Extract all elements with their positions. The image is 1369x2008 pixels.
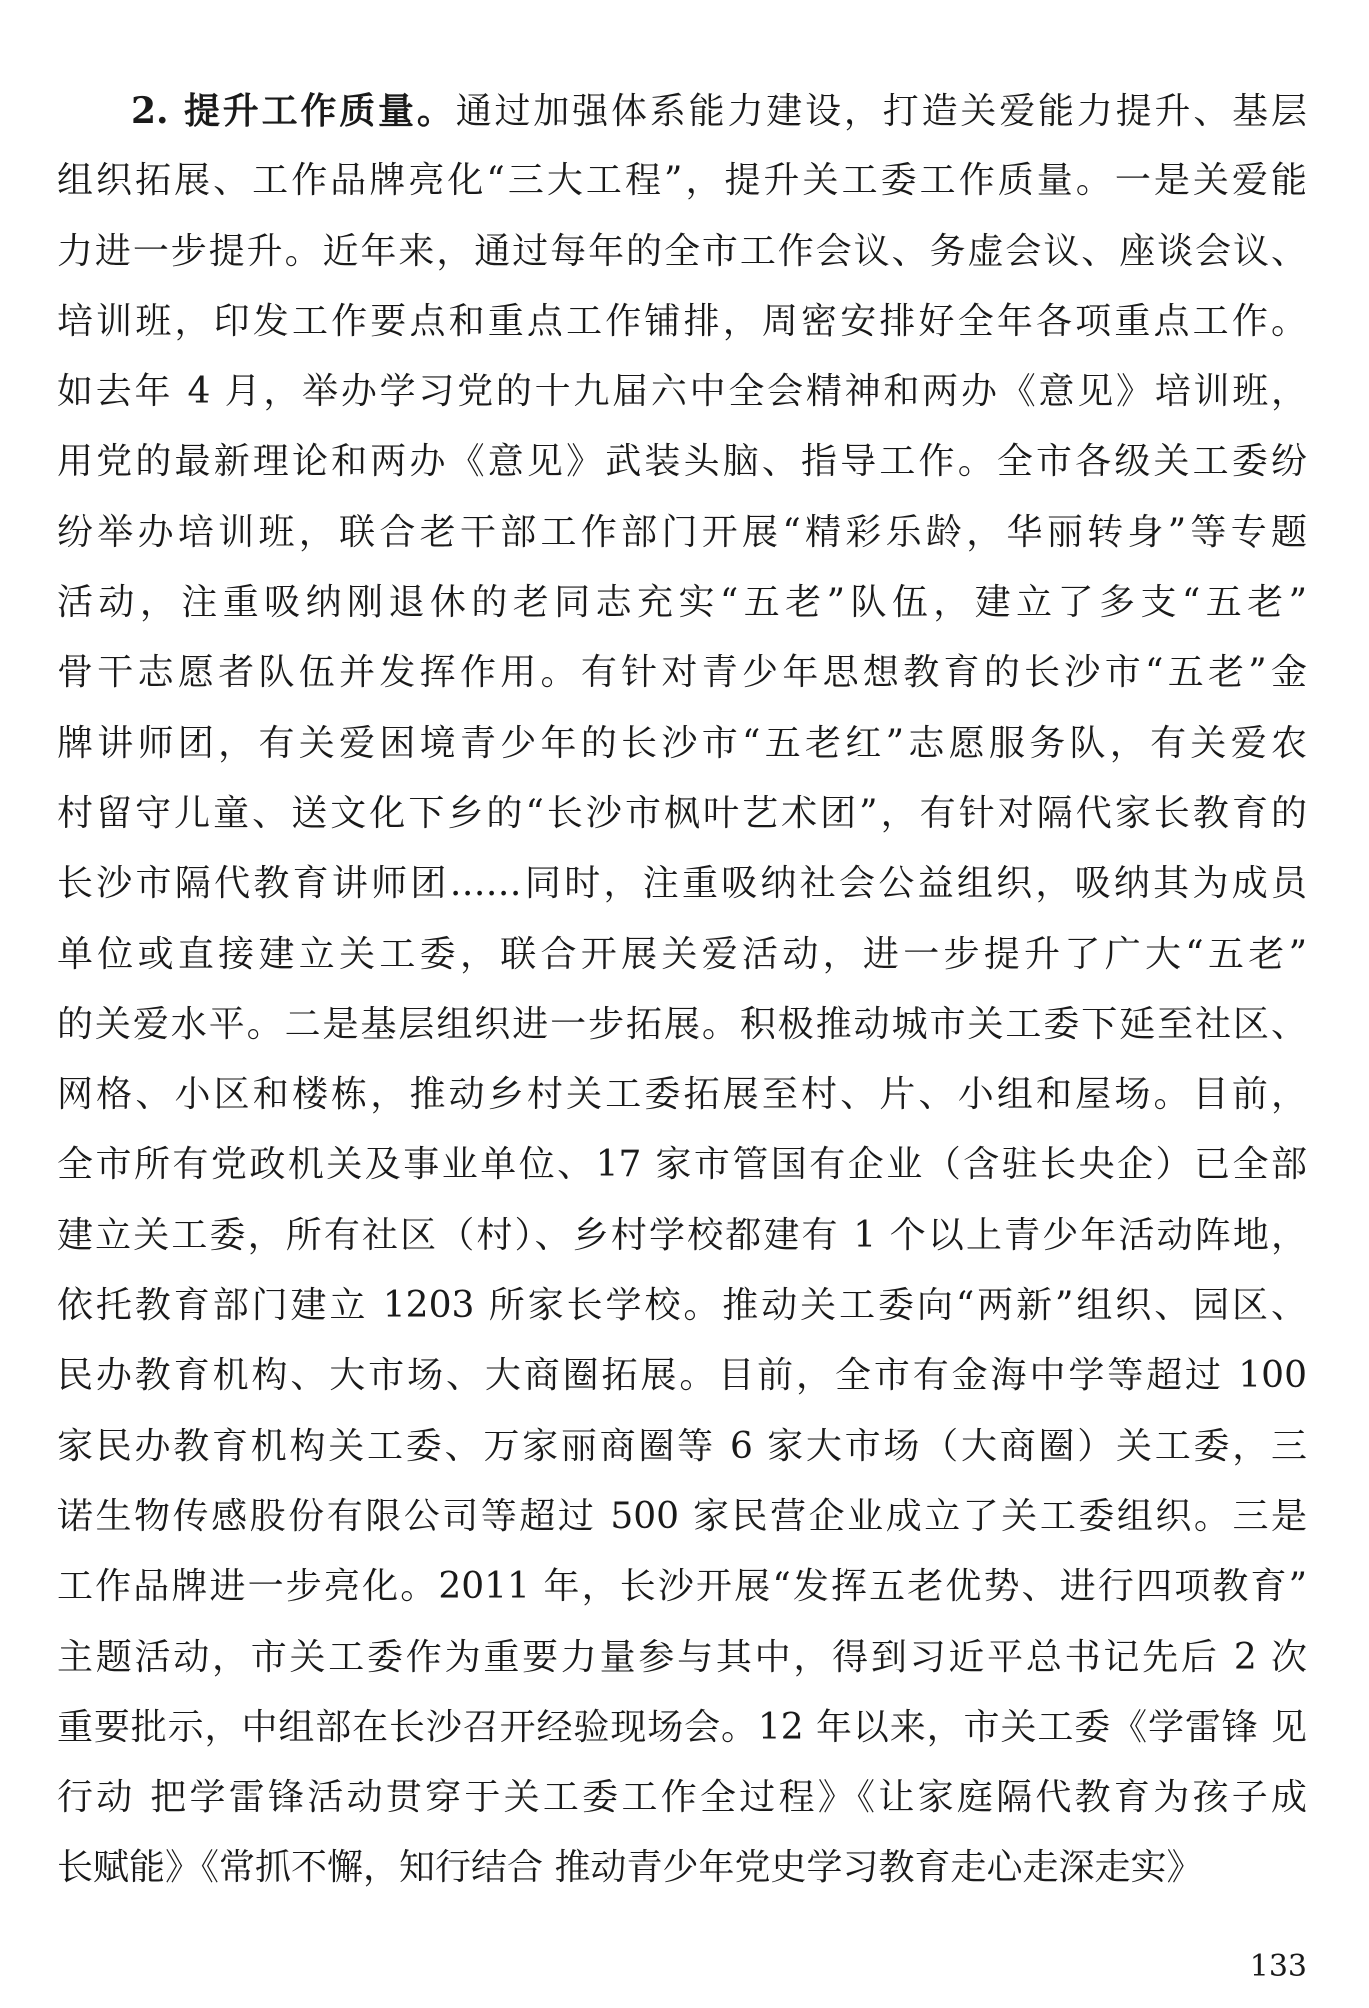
text-line-24: 重要批示，中组部在长沙召开经验现场会。12 年以来，市关工委《学雷锋 见 — [57, 1706, 1307, 1748]
text-line-6: 用党的最新理论和两办《意见》武装头脑、指导工作。全市各级关工委纷 — [57, 441, 1307, 483]
text-line-19: 民办教育机构、大市场、大商圈拓展。目前，全市有金海中学等超过 100 — [57, 1355, 1307, 1397]
text-line-25: 行动 把学雷锋活动贯穿于关工委工作全过程》《让家庭隔代教育为孩子成 — [57, 1777, 1307, 1819]
text-line-21: 诺生物传感股份有限公司等超过 500 家民营企业成立了关工委组织。三是 — [57, 1495, 1307, 1537]
text-line-1-content: 通过加强体系能力建设，打造关爱能力提升、基层 — [455, 91, 1307, 132]
text-line-26: 长赋能》《常抓不懈，知行结合 推动青少年党史学习教育走心走深走实》 — [57, 1847, 1203, 1889]
text-line-2: 组织拓展、工作品牌亮化“三大工程”，提升关工委工作质量。一是关爱能 — [57, 160, 1307, 202]
text-line-16: 全市所有党政机关及事业单位、17 家市管国有企业（含驻长央企）已全部 — [57, 1144, 1307, 1186]
text-line-7: 纷举办培训班，联合老干部工作部门开展“精彩乐龄，华丽转身”等专题 — [57, 511, 1307, 553]
text-line-18: 依托教育部门建立 1203 所家长学校。推动关工委向“两新”组织、园区、 — [57, 1285, 1307, 1327]
text-line-10: 牌讲师团，有关爱困境青少年的长沙市“五老红”志愿服务队，有关爱农 — [57, 722, 1307, 764]
text-line-23: 主题活动，市关工委作为重要力量参与其中，得到习近平总书记先后 2 次 — [57, 1636, 1307, 1678]
text-line-22: 工作品牌进一步亮化。2011 年，长沙开展“发挥五老优势、进行四项教育” — [57, 1566, 1307, 1608]
section-heading: 2. 提升工作质量。 — [131, 90, 456, 132]
text-line-3: 力进一步提升。近年来，通过每年的全市工作会议、务虚会议、座谈会议、 — [57, 230, 1307, 272]
text-line-5: 如去年 4 月，举办学习党的十九届六中全会精神和两办《意见》培训班， — [57, 371, 1307, 413]
text-line-8: 活动，注重吸纳刚退休的老同志充实“五老”队伍，建立了多支“五老” — [57, 582, 1307, 624]
page-number: 133 — [1249, 1949, 1307, 1984]
text-line-4: 培训班，印发工作要点和重点工作铺排，周密安排好全年各项重点工作。 — [57, 300, 1307, 342]
body-text — [57, 76, 1307, 1904]
text-line-9: 骨干志愿者队伍并发挥作用。有针对青少年思想教育的长沙市“五老”金 — [57, 652, 1307, 694]
text-line-1 — [57, 76, 1307, 146]
text-line-11: 村留守儿童、送文化下乡的“长沙市枫叶艺术团”，有针对隔代家长教育的 — [57, 792, 1307, 834]
text-line-20: 家民办教育机构关工委、万家丽商圈等 6 家大市场（大商圈）关工委，三 — [57, 1425, 1307, 1467]
text-line-15: 网格、小区和楼栋，推动乡村关工委拓展至村、片、小组和屋场。目前， — [57, 1074, 1307, 1116]
text-line-14: 的关爱水平。二是基层组织进一步拓展。积极推动城市关工委下延至社区、 — [57, 1003, 1307, 1045]
text-line-13: 单位或直接建立关工委，联合开展关爱活动，进一步提升了广大“五老” — [57, 933, 1307, 975]
text-line-17: 建立关工委，所有社区（村）、乡村学校都建有 1 个以上青少年活动阵地， — [57, 1214, 1307, 1256]
text-line-12: 长沙市隔代教育讲师团……同时，注重吸纳社会公益组织，吸纳其为成员 — [57, 863, 1307, 905]
